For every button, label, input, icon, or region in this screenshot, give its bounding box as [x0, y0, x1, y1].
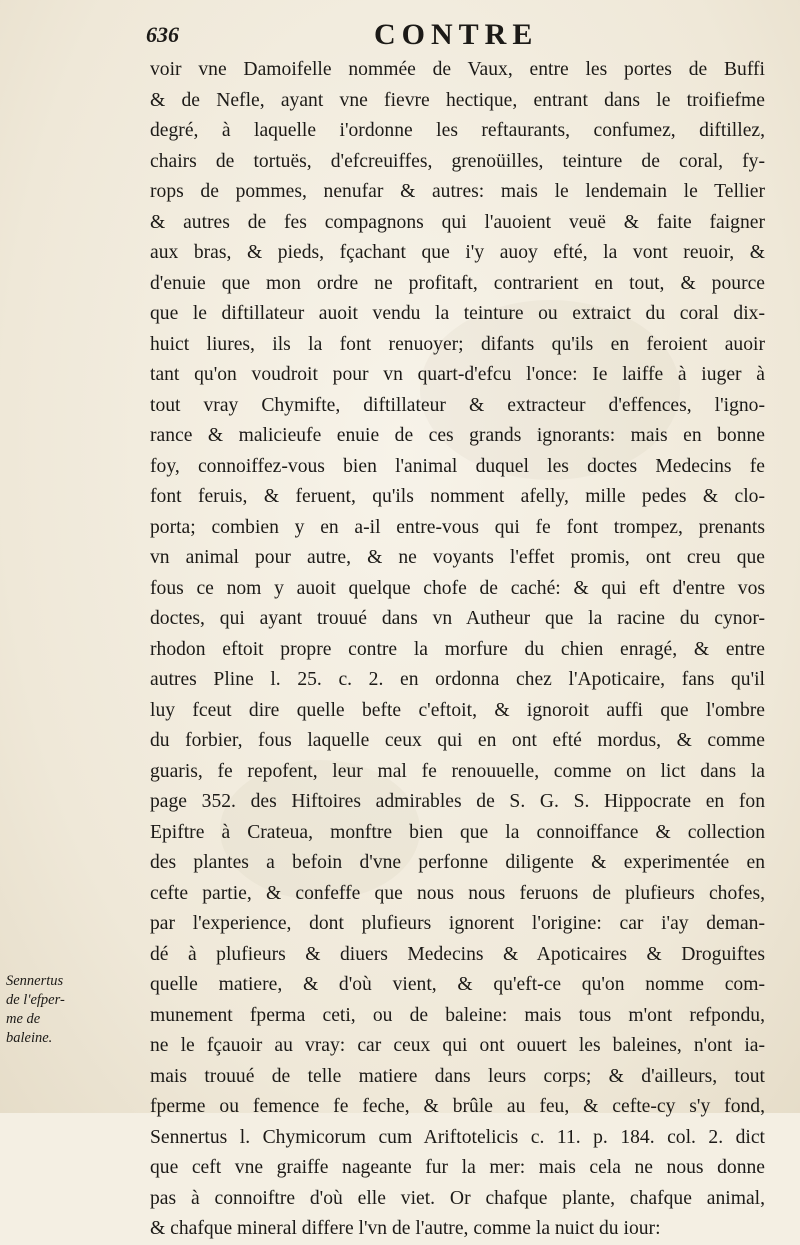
text-line: luy fceut dire quelle befte c'eftoit, & ignoroit auffi que l'ombre [150, 699, 765, 721]
text-line: par l'experience, dont plufieurs ignorent l'origine: car i'ay deman- [150, 913, 765, 934]
text-line: ne le fçauoir au vray: car ceux qui ont ouuert les baleines, n'ont ia- [150, 1035, 765, 1056]
text-line: dé à plufieurs & diuers Medecins & Apoticaires & Droguiftes [150, 943, 765, 965]
text-line: page 352. des Hiftoires admirables de S. G. S. Hippocrate en fon [150, 791, 765, 812]
text-line: pas à connoiftre d'où elle viet. Or chafque plante, chafque animal, [150, 1187, 765, 1209]
text-line: d'enuie que mon ordre ne profitaft, contrarient en tout, & pource [150, 272, 765, 294]
text-line: Sennertus l. Chymicorum cum Ariftotelicis c. 11. p. 184. col. 2. dict [150, 1126, 765, 1148]
text-line: porta; combien y en a-il entre-vous qui fe font trompez, prenants [150, 516, 765, 538]
text-line: du forbier, fous laquelle ceux qui en ont efté mordus, & comme [150, 730, 765, 751]
margin-note-line: me de [6, 1011, 41, 1027]
text-line: degré, à laquelle i'ordonne les reftaurants, confumez, diftillez, [150, 120, 765, 141]
margin-note-line: de l'efper- [6, 992, 65, 1008]
text-line: & autres de fes compagnons qui l'auoient veuë & faite faigner [150, 211, 765, 233]
text-line: chairs de tortuës, d'efcreuiffes, grenoüilles, teinture de coral, fy- [150, 150, 765, 172]
body-text [150, 55, 765, 1245]
text-line: huict liures, ils la font renuoyer; difants qu'ils en feroient auoir [150, 333, 765, 355]
text-line: foy, connoiffez-vous bien l'animal duquel les doctes Medecins fe [150, 455, 765, 477]
text-line: doctes, qui ayant trouué dans vn Autheur que la racine du cynor- [150, 608, 765, 629]
margin-note [6, 972, 86, 1048]
text-line: rhodon eftoit propre contre la morfure du chien enragé, & entre [150, 638, 765, 660]
text-line: fous ce nom y auoit quelque chofe de caché: & qui eft d'entre vos [150, 577, 765, 599]
page-number: 636 [146, 22, 179, 47]
text-line: que le diftillateur auoit vendu la teinture ou extraict du coral dix- [150, 303, 765, 324]
text-line: & de Nefle, ayant vne fievre hectique, entrant dans le troifiefme [150, 89, 765, 111]
text-line: voir vne Damoifelle nommée de Vaux, entre les portes de Buffi [150, 59, 765, 80]
text-line: mais trouué de telle matiere dans leurs corps; & d'ailleurs, tout [150, 1065, 765, 1087]
text-line: guaris, fe repofent, leur mal fe renouuelle, comme on lict dans la [150, 760, 765, 782]
text-line: rance & malicieufe enuie de ces grands ignorants: mais en bonne [150, 425, 765, 446]
text-line: vn animal pour autre, & ne voyants l'effet promis, ont creu que [150, 547, 765, 568]
text-line: & chafque mineral differe l'vn de l'autre, comme la nuict du iour: [150, 1218, 661, 1239]
text-line: Epiftre à Crateua, monftre bien que la connoiffance & collection [150, 821, 765, 843]
text-line: que ceft vne graiffe nageante fur la mer: mais cela ne nous donne [150, 1157, 765, 1178]
text-line: cefte partie, & confeffe que nous nous feruons de plufieurs chofes, [150, 882, 765, 904]
running-head: CONTRE [374, 18, 539, 51]
text-line: rops de pommes, nenufar & autres: mais le lendemain le Tellier [150, 181, 765, 202]
text-line: quelle matiere, & d'où vient, & qu'eft-ce qu'on nomme com- [150, 974, 765, 995]
text-line: autres Pline l. 25. c. 2. en ordonna chez l'Apoticaire, fans qu'il [150, 669, 765, 690]
margin-note-line: baleine. [6, 1030, 53, 1046]
text-line: font feruis, & feruent, qu'ils nomment afelly, mille pedes & clo- [150, 486, 765, 507]
text-line: tant qu'on voudroit pour vn quart-d'efcu l'once: Ie laiffe à iuger à [150, 364, 765, 385]
text-line: des plantes a befoin d'vne perfonne diligente & experimentée en [150, 852, 765, 873]
text-line: tout vray Chymifte, diftillateur & extracteur d'effences, l'igno- [150, 394, 765, 416]
text-line: aux bras, & pieds, fçachant que i'y auoy efté, la vont reuoir, & [150, 242, 765, 263]
margin-note-line: Sennertus [6, 973, 64, 989]
text-line: fperme ou femence fe feche, & brûle au feu, & cefte-cy s'y fond, [150, 1096, 765, 1117]
text-line: munement fperma ceti, ou de baleine: mais tous m'ont refpondu, [150, 1004, 765, 1026]
